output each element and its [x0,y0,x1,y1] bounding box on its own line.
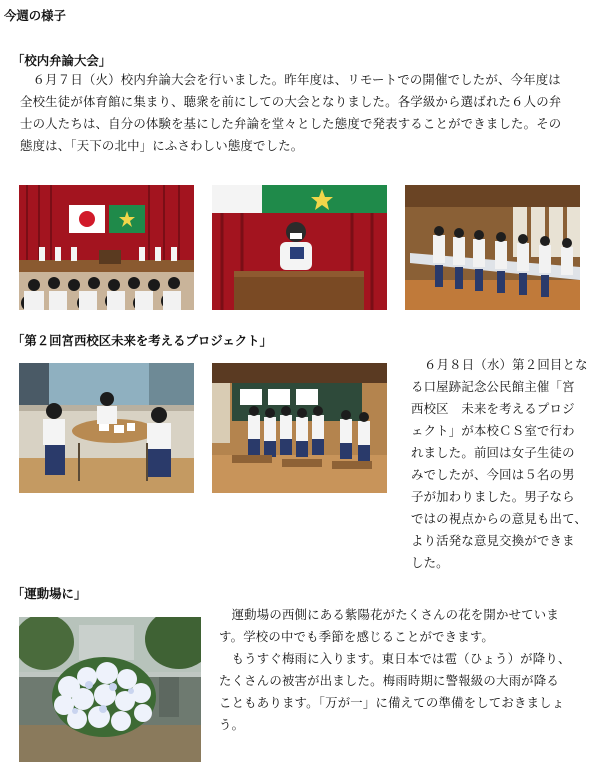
section-heading-speech: 「校内弁論大会」 [12,53,112,68]
project-line: 子が加わりました。男子なら [411,489,575,504]
field-line: 運動場の西側にある紫陽花がたくさんの花を開かせていま [219,607,559,622]
page-title: 今週の様子 [4,8,66,23]
field-line: こともあります。「万が一」に備えての準備をしておきましょ [219,695,565,710]
field-line: もうすぐ梅雨に入ります。東日本では雹（ひょう）が降り、 [219,651,571,666]
section-heading-field: 「運動場に」 [12,586,87,601]
field-line: う。 [219,717,245,732]
project-line: ではの視点からの意見も出て、 [411,511,588,526]
project-line: した。 [411,555,449,570]
project-paragraph [411,354,588,574]
speech-stage-photo [19,185,194,310]
classroom-photo [212,363,387,493]
project-line: みでしたが、今回は５名の男 [411,467,575,482]
speech-line: ６月７日（火）校内弁論大会を行いました。昨年度は、リモートでの開催でしたが、今年度は [20,72,561,87]
field-line: す。学校の中でも季節を感じることができます。 [219,629,495,644]
project-line: より活発な意見交換ができま [411,533,575,548]
project-line: ェクト」が本校ＣＳ室で行わ [411,423,575,438]
project-line: る口屋跡記念公民館主催「宮 [411,379,575,394]
speech-line: 全校生徒が体育館に集まり、聴衆を前にしての大会となりました。各学級から選ばれた６人の弁 [20,94,562,109]
speaker-podium-photo [212,185,387,310]
field-line: たくさんの被害が出ました。梅雨時期に警報級の大雨が降る [219,673,559,688]
project-line: れました。前回は女子生徒の [411,445,575,460]
speech-paragraph [20,69,561,157]
group-discussion-photo [19,363,194,493]
speech-line: 態度は、「天下の北中」にふさわしい態度でした。 [20,138,304,153]
field-paragraph [219,604,571,736]
project-line: ６月８日（水）第２回目とな [424,357,588,372]
hydrangea-photo [19,617,201,762]
section-heading-project: 「第２回宮西校区未来を考えるプロジェクト」 [12,333,272,348]
speech-line: 士の人たちは、自分の体験を基にした弁論を堂々とした態度で発表することができました。その [20,116,562,131]
project-line: 西校区 未来を考えるプロジ [411,401,575,416]
students-table-photo [405,185,580,310]
